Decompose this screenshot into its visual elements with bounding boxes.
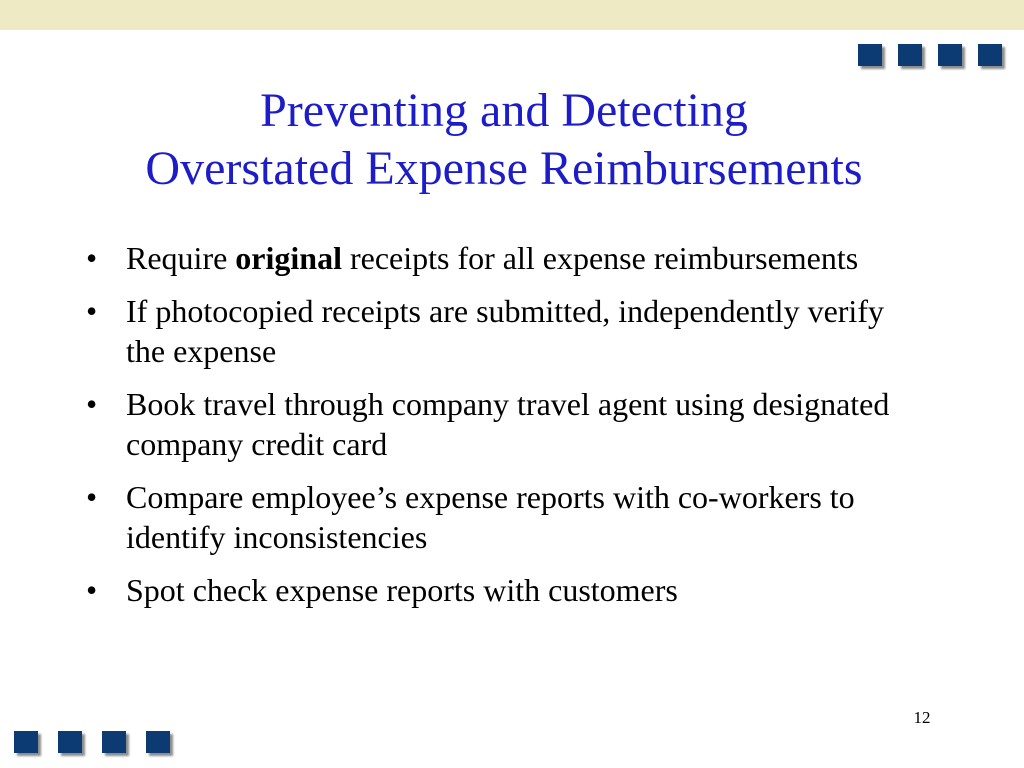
decorative-square [102, 731, 126, 753]
top-decorative-band [0, 0, 1024, 30]
bottom-decorative-squares [14, 731, 170, 753]
bullet-item [86, 477, 906, 557]
decorative-square [14, 731, 38, 753]
decorative-square [978, 44, 1002, 66]
top-decorative-squares [858, 44, 1002, 66]
bullet-text-prefix: Require [126, 240, 236, 276]
decorative-square [58, 731, 82, 753]
slide-title-line-2: Overstated Expense Reimbursements [145, 142, 863, 195]
bullet-marker: • [86, 293, 98, 329]
decorative-square [938, 44, 962, 66]
bullet-marker: • [86, 240, 98, 276]
bullet-text: Book travel through company travel agent using designated company credit card [126, 386, 890, 462]
slide-title [0, 82, 1008, 198]
bullet-marker: • [86, 572, 98, 608]
slide-title-line-1: Preventing and Detecting [260, 84, 748, 137]
bullet-item [86, 384, 906, 464]
decorative-square [858, 44, 882, 66]
bullet-text: If photocopied receipts are submitted, independently verify the expense [126, 293, 884, 369]
bullet-text-bold: original [235, 240, 342, 276]
bullet-list [86, 238, 906, 623]
bullet-item [86, 570, 906, 610]
bullet-marker: • [86, 479, 98, 515]
decorative-square [146, 731, 170, 753]
bullet-marker: • [86, 386, 98, 422]
bullet-item [86, 291, 906, 371]
bullet-text: Compare employee’s expense reports with co-workers to identify inconsistencies [126, 479, 855, 555]
slide-number: 12 [913, 708, 931, 727]
decorative-square [898, 44, 922, 66]
bullet-text: Spot check expense reports with customers [126, 572, 678, 608]
bullet-item [86, 238, 906, 278]
bullet-text-suffix: receipts for all expense reimbursements [341, 240, 859, 276]
